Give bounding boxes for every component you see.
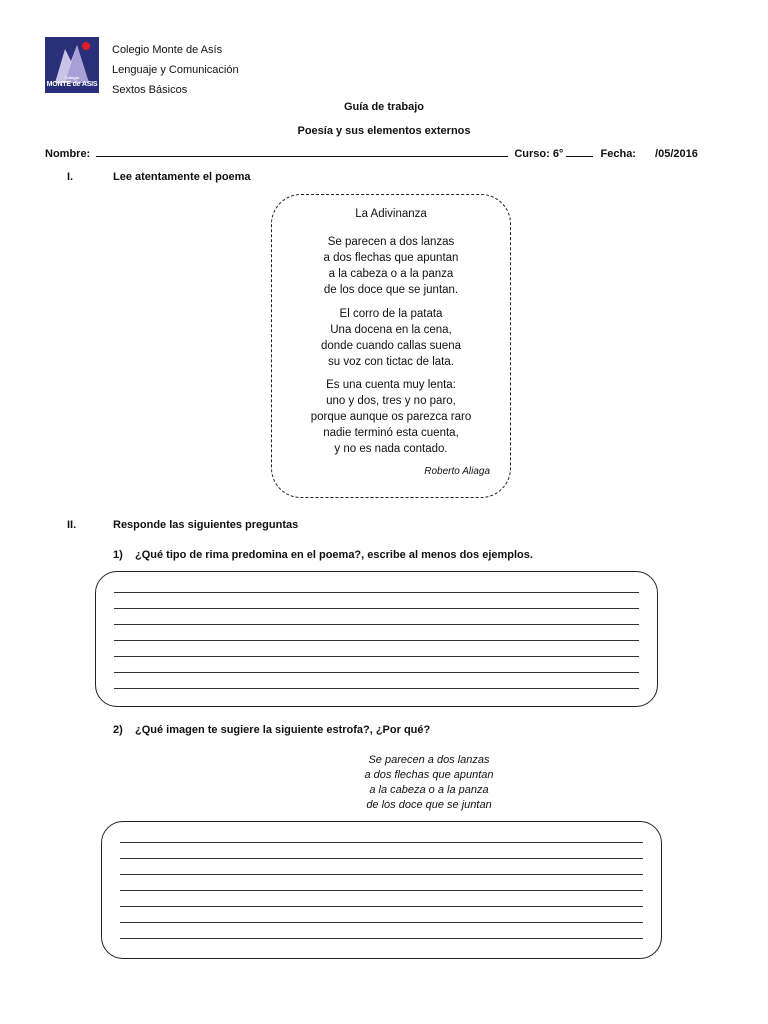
poem-line: Una docena en la cena, [330,324,452,336]
quoted-line: de los doce que se juntan [366,799,492,811]
poem-line: de los doce que se juntan. [323,284,459,296]
question-1-text: ¿Qué tipo de rima predomina en el poema?, escribe al menos dos ejemplos. [135,549,533,561]
course-label: Curso: 6° [514,148,564,160]
poem-line: Es una cuenta muy lenta: [326,379,456,391]
poem-line: nadie terminó esta cuenta, [323,427,459,439]
quoted-line: Se parecen a dos lanzas [368,754,490,766]
question-1 [113,549,533,561]
poem-author: Roberto Aliaga [424,466,490,477]
section-1-number: I. [67,171,74,183]
answer-box-2[interactable] [101,821,662,959]
poem-line: donde cuando callas suena [320,340,462,352]
school-name: Colegio Monte de Asís [112,44,223,56]
question-2 [113,724,430,736]
logo-text-bottom: MONTE de ASIS [46,81,98,88]
poem-box [271,194,511,498]
school-info [112,40,239,100]
question-2-number: 2) [113,724,123,736]
poem-title: La Adivinanza [355,208,427,220]
poem-line: y no es nada contado. [334,443,448,455]
poem-line: Se parecen a dos lanzas [327,236,455,248]
answer-line[interactable] [114,656,639,657]
answer-line[interactable] [120,874,643,875]
answer-line[interactable] [120,906,643,907]
poem-line: uno y dos, tres y no paro, [326,395,456,407]
section-2-instruction: Responde las siguientes preguntas [113,519,299,531]
answer-line[interactable] [114,672,639,673]
poem-line: su voz con tictac de lata. [328,356,454,368]
answer-line[interactable] [120,842,643,843]
red-dot-icon [82,42,90,50]
answer-box-1[interactable] [95,571,658,707]
school-logo [45,37,99,93]
answer-line[interactable] [114,688,639,689]
answer-line[interactable] [114,640,639,641]
answer-line[interactable] [114,592,639,593]
document-title: Guía de trabajo [343,101,425,113]
subject-name: Lenguaje y Comunicación [112,64,239,76]
course-field[interactable] [566,146,593,157]
poem-stanza-2 [272,306,510,370]
document-subtitle: Poesía y sus elementos externos [297,125,471,137]
answer-line[interactable] [120,890,643,891]
grade-name: Sextos Básicos [112,84,188,96]
section-2-number: II. [67,519,77,531]
name-field[interactable] [96,146,508,157]
section-1-instruction: Lee atentamente el poema [113,171,251,183]
answer-line[interactable] [114,608,639,609]
poem-stanza-1 [272,234,510,298]
answer-line[interactable] [120,922,643,923]
poem-line: a dos flechas que apuntan [323,252,459,264]
poem-line: El corro de la patata [339,308,443,320]
quoted-stanza [300,753,558,813]
question-1-number: 1) [113,549,123,561]
answer-line[interactable] [120,858,643,859]
logo-text-top: Colegio [64,75,80,80]
question-2-text: ¿Qué imagen te sugiere la siguiente estrofa?, ¿Por qué? [135,724,431,736]
quoted-line: a dos flechas que apuntan [364,769,494,781]
date-label: Fecha: [600,148,636,160]
quoted-line: a la cabeza o a la panza [369,784,489,796]
name-label: Nombre: [45,148,91,160]
answer-line[interactable] [114,624,639,625]
answer-line[interactable] [120,938,643,939]
poem-stanza-3 [272,377,510,457]
date-value: /05/2016 [655,148,698,160]
poem-line: porque aunque os parezca raro [310,411,472,423]
student-info-row [45,146,725,160]
poem-line: a la cabeza o a la panza [328,268,454,280]
